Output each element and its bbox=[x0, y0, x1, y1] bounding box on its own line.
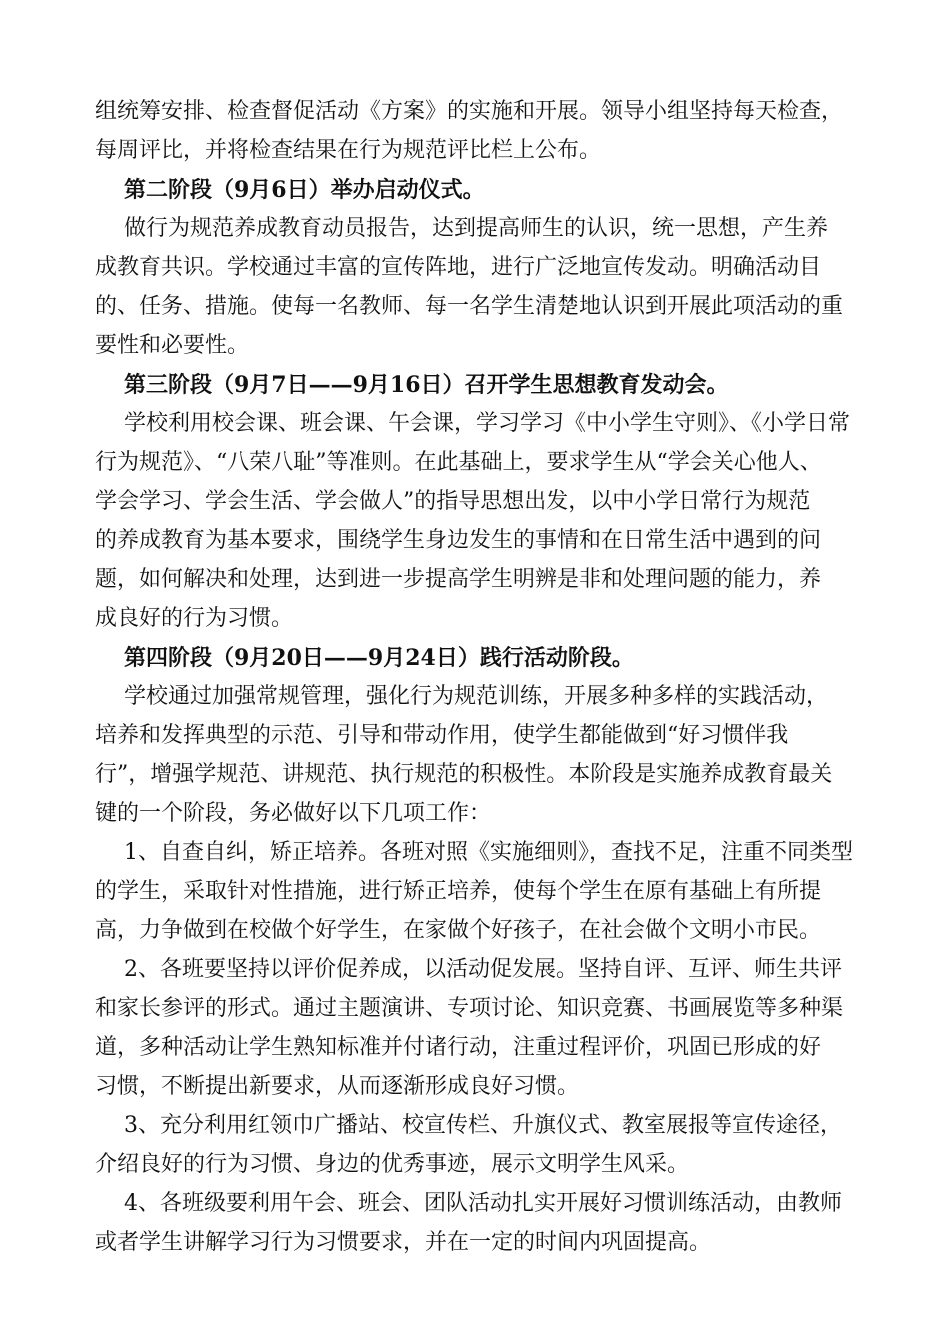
section-heading-stage-4: 第四阶段（9月20日——9月24日）践行活动阶段。 bbox=[124, 645, 634, 671]
paragraph-line: 成教育共识。学校通过丰富的宣传阵地，进行广泛地宣传发动。明确活动目 bbox=[95, 255, 822, 280]
paragraph-line: 键的一个阶段，务必做好以下几项工作： bbox=[95, 801, 492, 826]
list-item-3: 3、充分利用红领巾广播站、校宣传栏、升旗仪式、教室展报等宣传途径， bbox=[124, 1113, 842, 1138]
paragraph-line: 学会学习、学会生活、学会做人”的指导思想出发，以中小学日常行为规范 bbox=[95, 489, 811, 514]
list-item-4: 4、各班级要利用午会、班会、团队活动扎实开展好习惯训练活动，由教师 bbox=[124, 1191, 842, 1216]
paragraph-line: 做行为规范养成教育动员报告，达到提高师生的认识，统一思想，产生养 bbox=[124, 216, 829, 241]
paragraph-line: 学校利用校会课、班会课、午会课，学习学习《中小学生守则》、《小学日常 bbox=[124, 411, 851, 436]
paragraph-line: 培养和发挥典型的示范、引导和带动作用，使学生都能做到“好习惯伴我 bbox=[95, 723, 789, 748]
paragraph-line: 题，如何解决和处理，达到进一步提高学生明辨是非和处理问题的能力，养 bbox=[95, 567, 822, 592]
section-heading-stage-3: 第三阶段（9月7日——9月16日）召开学生思想教育发动会。 bbox=[124, 372, 729, 398]
paragraph-line: 道，多种活动让学生熟知标准并付诸行动，注重过程评价，巩固已形成的好 bbox=[95, 1035, 822, 1060]
section-heading-stage-2: 第二阶段（9月6日）举办启动仪式。 bbox=[124, 177, 485, 203]
paragraph-line: 行为规范》、“八荣八耻”等准则。在此基础上，要求学生从“学会关心他人、 bbox=[95, 450, 822, 475]
paragraph-line: 学校通过加强常规管理，强化行为规范训练，开展多种多样的实践活动， bbox=[124, 684, 829, 709]
list-item-2: 2、各班要坚持以评价促养成，以活动促发展。坚持自评、互评、师生共评 bbox=[124, 957, 842, 982]
list-item-1: 1、自查自纠，矫正培养。各班对照《实施细则》，查找不足，注重不同类型 bbox=[124, 840, 853, 865]
paragraph-line: 高，力争做到在校做个好学生，在家做个好孩子，在社会做个文明小市民。 bbox=[95, 918, 822, 943]
paragraph-line: 的学生，采取针对性措施，进行矫正培养，使每个学生在原有基础上有所提 bbox=[95, 879, 822, 904]
paragraph-line: 的、任务、措施。使每一名教师、每一名学生清楚地认识到开展此项活动的重 bbox=[95, 294, 844, 319]
paragraph-line: 的养成教育为基本要求，围绕学生身边发生的事情和在日常生活中遇到的问 bbox=[95, 528, 822, 553]
paragraph-line: 要性和必要性。 bbox=[95, 333, 250, 358]
paragraph-line: 组统筹安排、检查督促活动《方案》的实施和开展。领导小组坚持每天检查， bbox=[95, 99, 844, 124]
paragraph-line: 介绍良好的行为习惯、身边的优秀事迹，展示文明学生风采。 bbox=[95, 1152, 690, 1177]
paragraph-line: 行”，增强学规范、讲规范、执行规范的积极性。本阶段是实施养成教育最关 bbox=[95, 762, 833, 787]
paragraph-line: 和家长参评的形式。通过主题演讲、专项讨论、知识竞赛、书画展览等多种渠 bbox=[95, 996, 844, 1021]
paragraph-line: 每周评比，并将检查结果在行为规范评比栏上公布。 bbox=[95, 138, 602, 163]
paragraph-line: 成良好的行为习惯。 bbox=[95, 606, 294, 631]
paragraph-line: 或者学生讲解学习行为习惯要求，并在一定的时间内巩固提高。 bbox=[95, 1230, 712, 1255]
paragraph-line: 习惯，不断提出新要求，从而逐渐形成良好习惯。 bbox=[95, 1074, 580, 1099]
